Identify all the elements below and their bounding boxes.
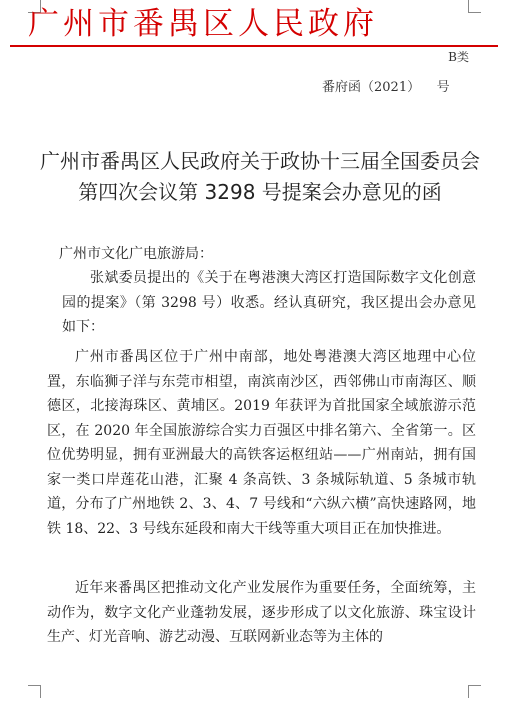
body-paragraph: 张斌委员提出的《关于在粤港澳大湾区打造国际数字文化创意园的提案》（第 3298 号）收悉。经认真研究，我区提出会办意见如下：: [62, 270, 476, 335]
body-paragraph: 广州市番禺区位于广州中南部，地处粤港澳大湾区地理中心位置，东临狮子洋与东莞市相望，南滨南沙区，西邻佛山市南海区、顺德区，北接海珠区、黄埔区。2019 年获评为首批国家全域旅游示范区，在 2020 年全国旅游综合实力百强区中排名第六、全省第一。区位优势明显，拥有亚洲最大的高铁客运枢纽站——广州南站，拥有国家一类口岸莲花山港，汇聚 4 条高铁、3 条城际轨道、5 条城市轨道，分布了广州地铁 2、3、4、7 号线和“六纵六横”高快速路网，地铁 18、22、3 号线东延段和南大干线等重大项目正在加快推进。: [47, 349, 476, 537]
document-number: 番府函（2021） 号: [322, 80, 450, 95]
addressee: 广州市文化广电旅游局：: [59, 246, 213, 262]
classification-mark: B类: [448, 50, 469, 64]
page-corner-mark: [468, 685, 481, 698]
letterhead-title: 广州市番禺区人民政府: [28, 6, 378, 42]
page-corner-mark: [28, 685, 41, 698]
letterhead-red-rule: [10, 45, 498, 47]
document-title: 广州市番禺区人民政府关于政协十三届全国委员会第四次会议第 3298 号提案会办意见的函: [40, 149, 480, 204]
body-paragraph: 近年来番禺区把推动文化产业发展作为重要任务，全面统筹，主动作为，数字文化产业蓬勃发展，逐步形成了以文化旅游、珠宝设计生产、灯光音响、游艺动漫、互联网新业态等为主体的: [47, 580, 476, 645]
